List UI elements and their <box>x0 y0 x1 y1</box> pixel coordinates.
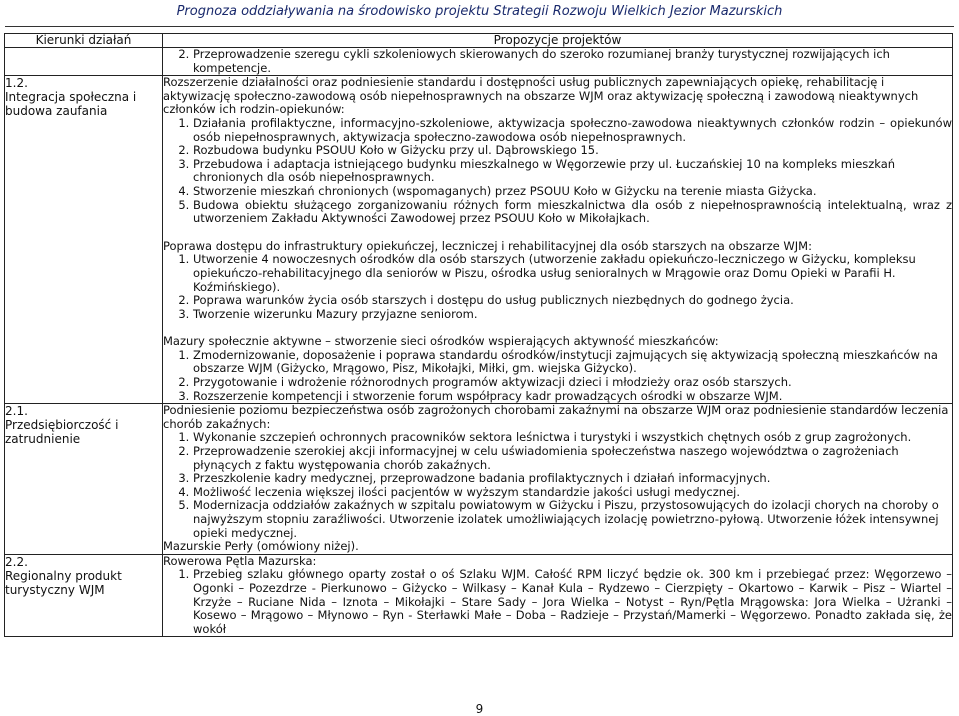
block-intro: Poprawa dostępu do infrastruktury opiekuńczej, leczniczej i rehabilitacyjnej dla osób starszych na obszarze WJM: <box>163 238 812 253</box>
block-intro: Rozszerzenie działalności oraz podniesienie standardu i dostępności usług publicznych zapewniających opiekę, rehabilitację i aktywizację społeczno-zawodową osób niepełnosprawnych na obszarze WJM oraz aktywizację społeczną i zawodową nieaktywnych członków ich rodzin-opiekunów: <box>163 75 919 117</box>
table-row <box>5 554 953 637</box>
list-item: 4. Stworzenie mieszkań chronionych (wspomaganych) przez PSOUU Koło w Giżycku na terenie miasta Giżycka. <box>193 185 952 199</box>
row-label-empty <box>5 48 163 76</box>
list-item: 4. Możliwość leczenia większej ilości pacjentów w wyższym standardzie jakości usługi medycznej. <box>193 486 952 500</box>
list-item: 3. Tworzenie wizerunku Mazury przyjazne seniorom. <box>193 308 952 322</box>
row-label-text: Przedsiębiorczość i zatrudnienie <box>5 418 119 447</box>
list-item: 2. Poprawa warunków życia osób starszych i dostępu do usług publicznych niezbędnych do godnego życia. <box>193 294 952 308</box>
row-label <box>5 554 163 637</box>
row-label <box>5 404 163 555</box>
list-item: 2. Przeprowadzenie szeregu cykli szkoleniowych skierowanych do szeroko rozumianej branży turystycznej rozwijających ich kompetencje. <box>193 48 952 75</box>
row-label <box>5 76 163 404</box>
row-label-text: Regionalny produkt turystyczny WJM <box>5 568 122 597</box>
list-item: 5. Modernizacja oddziałów zakaźnych w szpitalu powiatowym w Giżycku i Piszu, przystosowujących do izolacji chorych na choroby o najwyższym stopniu zaraźliwości. Utworzenie izolatek umożliwiających izolację powietrzno-pyłową. Utworzenie łóżek intensywnej opieki medycznej. <box>193 499 952 540</box>
table-row <box>5 76 953 404</box>
list-item: 1. Działania profilaktyczne, informacyjno-szkoleniowe, aktywizacja społeczno-zawodowa nieaktywnych członków rodzin – opiekunów osób niepełnosprawnych, aktywizacja społeczno-zawodowa osób niepełnosprawnych. <box>193 117 952 144</box>
block-intro: Mazury społecznie aktywne – stworzenie sieci ośrodków wspierających aktywność mieszkańców: <box>163 334 719 349</box>
row-content <box>163 554 953 637</box>
row-content <box>163 48 953 76</box>
list-item: 3. Przebudowa i adaptacja istniejącego budynku mieszkalnego w Węgorzewie przy ul. Łuczańskiej 10 na kompleks mieszkań chronionych dla osób niepełnosprawnych. <box>193 158 952 185</box>
document-header: Prognoza oddziaływania na środowisko projektu Strategii Rozwoju Wielkich Jezior Mazurskich <box>176 4 783 19</box>
row-footer-text: Mazurskie Perły (omówiony niżej). <box>163 539 359 554</box>
row-label-number: 1.2. <box>5 76 28 91</box>
table-header-row <box>5 34 953 48</box>
list-item: 1. Zmodernizowanie, doposażenie i poprawa standardu ośrodków/instytucji zajmujących się aktywizacją społeczną mieszkańców na obszarze WJM (Giżycko, Mrągowo, Pisz, Mikołajki, Miłki, gm. wiejska Giżycko). <box>193 349 952 376</box>
list-item: 3. Rozszerzenie kompetencji i stworzenie forum współpracy kadr prowadzących ośrodki w obszarze WJM. <box>193 390 952 404</box>
list-item: 2. Przeprowadzenie szerokiej akcji informacyjnej w celu uświadomienia społeczeństwa naszego województwa o zagrożeniach płynących z faktu występowania chorób zakaźnych. <box>193 445 952 472</box>
row-label-text: Integracja społeczna i budowa zaufania <box>5 90 137 119</box>
row-label-number: 2.2. <box>5 554 28 569</box>
block-intro: Podniesienie poziomu bezpieczeństwa osób zagrożonych chorobami zakaźnymi na obszarze WJM oraz podniesienie standardów leczenia chorób zakaźnych: <box>163 403 949 431</box>
list-item: 2. Rozbudowa budynku PSOUU Koło w Giżycku przy ul. Dąbrowskiego 15. <box>193 144 952 158</box>
table-row <box>5 404 953 555</box>
list-item: 3. Przeszkolenie kadry medycznej, przeprowadzone badania profilaktycznych i działań informacyjnych. <box>193 472 952 486</box>
col-header-projects: Propozycje projektów <box>163 34 953 48</box>
list-item: 1. Wykonanie szczepień ochronnych pracowników sektora leśnictwa i turystyki i wszystkich chętnych osób z grup zagrożonych. <box>193 431 952 445</box>
projects-table <box>4 33 953 637</box>
page-number: 9 <box>475 702 484 716</box>
list-item: 2. Przygotowanie i wdrożenie różnorodnych programów aktywizacji dzieci i młodzieży oraz osób starszych. <box>193 376 952 390</box>
block-intro: Rowerowa Pętla Mazurska: <box>163 553 317 568</box>
row-content <box>163 76 953 404</box>
list-item: 1. Utworzenie 4 nowoczesnych ośrodków dla osób starszych (utworzenie zakładu opiekuńczo-leczniczego w Giżycku, kompleksu opiekuńczo-rehabilitacyjnego dla seniorów w Piszu, ośrodka usług senioralnych w Mrągowie oraz Domu Opieki w Parafii H. Koźmińskiego). <box>193 253 952 294</box>
header-rule <box>5 26 954 27</box>
col-header-directions: Kierunki działań <box>5 34 163 48</box>
list-item: 5. Budowa obiektu służącego zorganizowaniu różnych form mieszkalnictwa dla osób z niepełnosprawnością intelektualną, wraz z utworzeniem Zakładu Aktywności Zawodowej przez PSOUU Koło w Mikołajkach. <box>193 199 952 226</box>
row-content <box>163 404 953 555</box>
table-row <box>5 48 953 76</box>
list-item: 1. Przebieg szlaku głównego oparty został o oś Szlaku WJM. Całość RPM liczyć będzie ok. 300 km i przebiegać przez: Węgorzewo – Ogonki – Pozezdrze - Pierkunowo – Giżycko – Wilkasy – Kanał Kula – Rydzewo – Cierzpięty – Okartowo – Karwik – Pisz – Wiartel – Krzyże – Ruciane Nida – Iznota – Mikołajki – Stare Sady – Jora Wielka – Notyst – Ryn/Pętla Mrągowska: Jora Wielka – Użranki – Kosewo – Mrągowo – Młynowo – Ryn - Sterławki Małe – Doba – Radzieje – Przystań/Mamerki – Węgorzewo. Ponadto zakłada się, że wokół <box>193 568 952 636</box>
row-label-number: 2.1. <box>5 404 28 419</box>
